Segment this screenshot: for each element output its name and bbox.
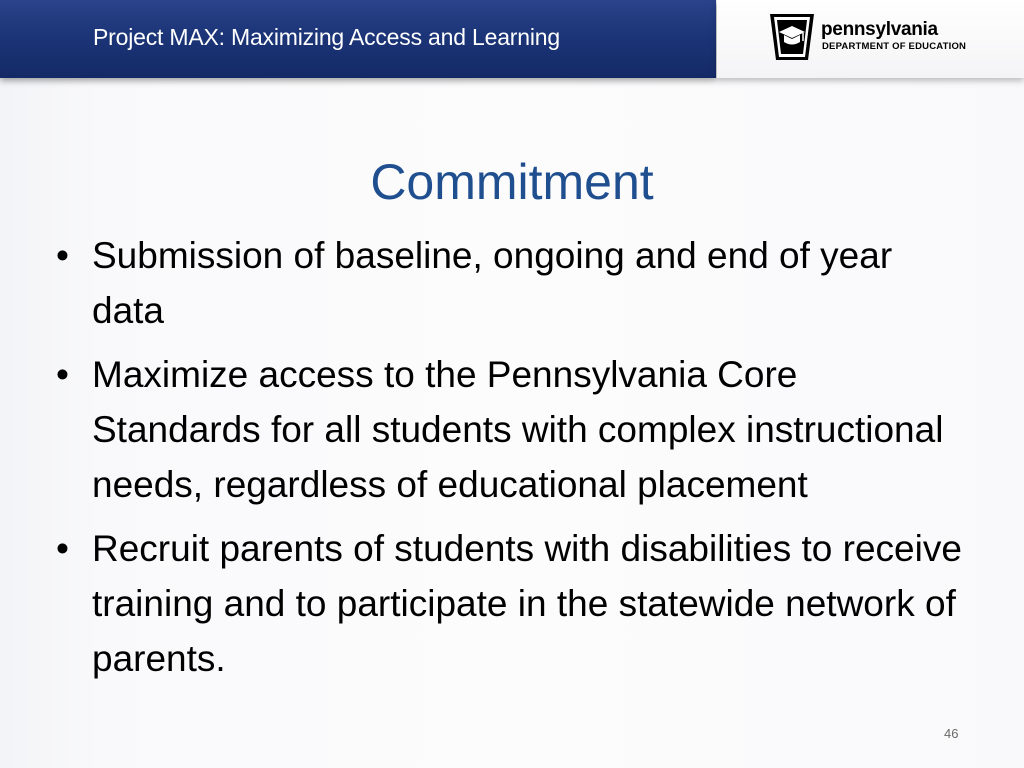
header-title: Project MAX: Maximizing Access and Learning	[93, 24, 560, 50]
bullet-item	[50, 228, 970, 338]
bullet-item	[50, 521, 970, 686]
bullet-dot: •	[56, 235, 69, 276]
bullet-item	[50, 347, 970, 512]
keystone-icon	[768, 12, 816, 62]
logo-name: pennsylvania	[821, 19, 938, 40]
bullet-text: Submission of baseline, ongoing and end of year data	[92, 235, 893, 331]
bullet-text: Maximize access to the Pennsylvania Core Standards for all students with complex instructional needs, regardless of educational placement	[92, 354, 944, 505]
bullet-list	[50, 228, 970, 695]
logo-subtitle: DEPARTMENT OF EDUCATION	[822, 41, 967, 52]
page-number: 46	[944, 726, 959, 741]
bullet-dot: •	[56, 528, 69, 569]
bullet-dot: •	[56, 354, 69, 395]
bullet-text: Recruit parents of students with disabilities to receive training and to participate in the statewide network of parents.	[92, 528, 962, 679]
slide-title: Commitment	[370, 154, 654, 210]
header-band	[0, 0, 716, 78]
